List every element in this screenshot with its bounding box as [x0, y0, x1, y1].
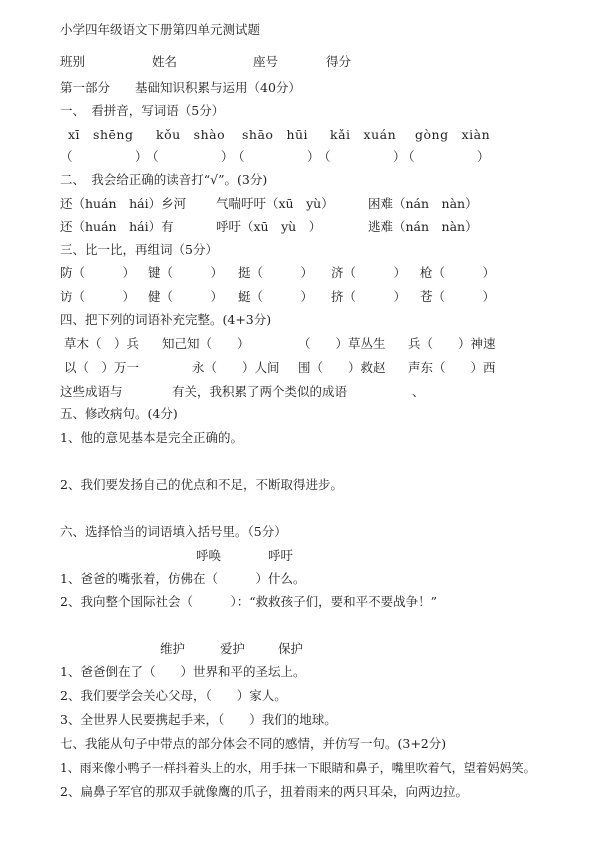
idiom-sentence-end: 、	[412, 384, 425, 399]
answer-blank-5[interactable]: （ ）	[402, 149, 490, 164]
score-label: 得分	[326, 54, 352, 69]
q6-heading: 六、选择恰当的词语填入括号里。（5分）	[60, 524, 287, 539]
feeling-sentence-1: 1、雨来像小鸭子一样抖着头上的水，用手抹一下眼睛和鼻子，嘴里吹着气，望着妈妈笑。	[60, 761, 536, 775]
pinyin-4: kǎi xuán	[330, 127, 397, 142]
word-option: 呼吁	[268, 548, 294, 563]
pinyin-5: gòng xiàn	[415, 127, 491, 142]
pinyin-2: kǒu shào	[156, 127, 226, 142]
q3-heading: 三、比一比，再组词（5分）	[60, 242, 218, 257]
word-option: 保护	[278, 641, 304, 656]
compare-item: 枪（ ）	[420, 265, 496, 280]
name-label: 姓名	[152, 54, 178, 69]
word-option: 呼唤	[196, 548, 222, 563]
seat-label: 座号	[253, 54, 279, 69]
compare-item: 济（ ）	[331, 265, 407, 280]
fill-sentence: 3、全世界人民要携起手来，（ ）我们的地球。	[60, 712, 337, 727]
word-option: 维护	[160, 641, 186, 656]
idiom-item: 以（ ）万一	[64, 360, 140, 375]
q4-heading: 四、把下列的词语补充完整。(4+3分)	[60, 312, 272, 327]
q2-heading: 二、 我会给正确的读音打“√”。(3分)	[60, 172, 268, 187]
idiom-item: 兵（ ）神速	[408, 336, 496, 351]
pronunciation-item: 还（huán hái）有	[60, 219, 174, 234]
idiom-item: 声东（ ）西	[408, 360, 496, 375]
idiom-item: 知己知（ ）	[162, 336, 250, 351]
compare-item: 键（ ）	[148, 265, 224, 280]
compare-item: 苍（ ）	[420, 289, 496, 304]
answer-blank-1[interactable]: （ ）	[60, 149, 148, 164]
compare-item: 健（ ）	[148, 289, 224, 304]
fill-sentence: 2、我向整个国际社会（ ）：“救救孩子们，要和平不要战争！”	[60, 594, 437, 609]
compare-item: 访（ ）	[60, 289, 136, 304]
answer-blank-2[interactable]: （ ）	[146, 149, 234, 164]
class-label: 班别	[60, 54, 86, 69]
idiom-item: 永（ ）人间	[192, 360, 280, 375]
fill-sentence: 2、我们要学会关心父母，（ ）家人。	[60, 688, 287, 703]
pronunciation-item: 呼吁（xū yù ）	[216, 219, 322, 234]
page-title: 小学四年级语文下册第四单元测试题	[60, 22, 261, 37]
compare-item: 挤（ ）	[331, 289, 407, 304]
pinyin-1: xī shēng	[68, 127, 134, 142]
answer-blank-3[interactable]: （ ）	[232, 149, 320, 164]
q1-heading: 一、 看拼音，写词语（5分）	[60, 103, 225, 118]
fill-sentence: 1、爸爸的嘴张着，仿佛在（ ）什么。	[60, 571, 306, 586]
idiom-item: 草木（ ）兵	[64, 336, 140, 351]
q7-heading: 七、我能从句子中带点的部分体会不同的感情，并仿写一句。(3+2分)	[60, 736, 447, 751]
compare-item: 蜓（ ）	[238, 289, 314, 304]
part1-heading: 第一部分 基础知识积累与运用（40分）	[60, 80, 301, 95]
sick-sentence-2: 2、我们要发扬自己的优点和不足，不断取得进步。	[60, 477, 343, 492]
idiom-item: 围（ ）救赵	[298, 360, 386, 375]
pronunciation-item: 气喘吁吁（xū yù）	[216, 196, 334, 211]
fill-sentence: 1、爸爸倒在了（ ）世界和平的圣坛上。	[60, 664, 306, 679]
pronunciation-item: 困难（nán nàn）	[368, 196, 478, 211]
compare-item: 挺（ ）	[238, 265, 314, 280]
compare-item: 防（ ）	[60, 265, 136, 280]
pronunciation-item: 逃难（nán nàn）	[368, 219, 478, 234]
feeling-sentence-2: 2、扁鼻子军官的那双手就像鹰的爪子，扭着雨来的两只耳朵，向两边拉。	[60, 784, 468, 799]
word-option: 爱护	[220, 641, 246, 656]
q5-heading: 五、修改病句。(4分)	[60, 406, 178, 421]
idiom-sentence-middle: 有关，我积累了两个类似的成语	[172, 384, 348, 399]
pinyin-3: shāo hūi	[242, 127, 309, 142]
sick-sentence-1: 1、他的意见基本是完全正确的。	[60, 430, 243, 445]
pronunciation-item: 还（huán hái）乡河	[60, 196, 187, 211]
idiom-sentence-start: 这些成语与	[60, 384, 123, 399]
idiom-item: （ ）草丛生	[298, 336, 386, 351]
answer-blank-4[interactable]: （ ）	[318, 149, 406, 164]
